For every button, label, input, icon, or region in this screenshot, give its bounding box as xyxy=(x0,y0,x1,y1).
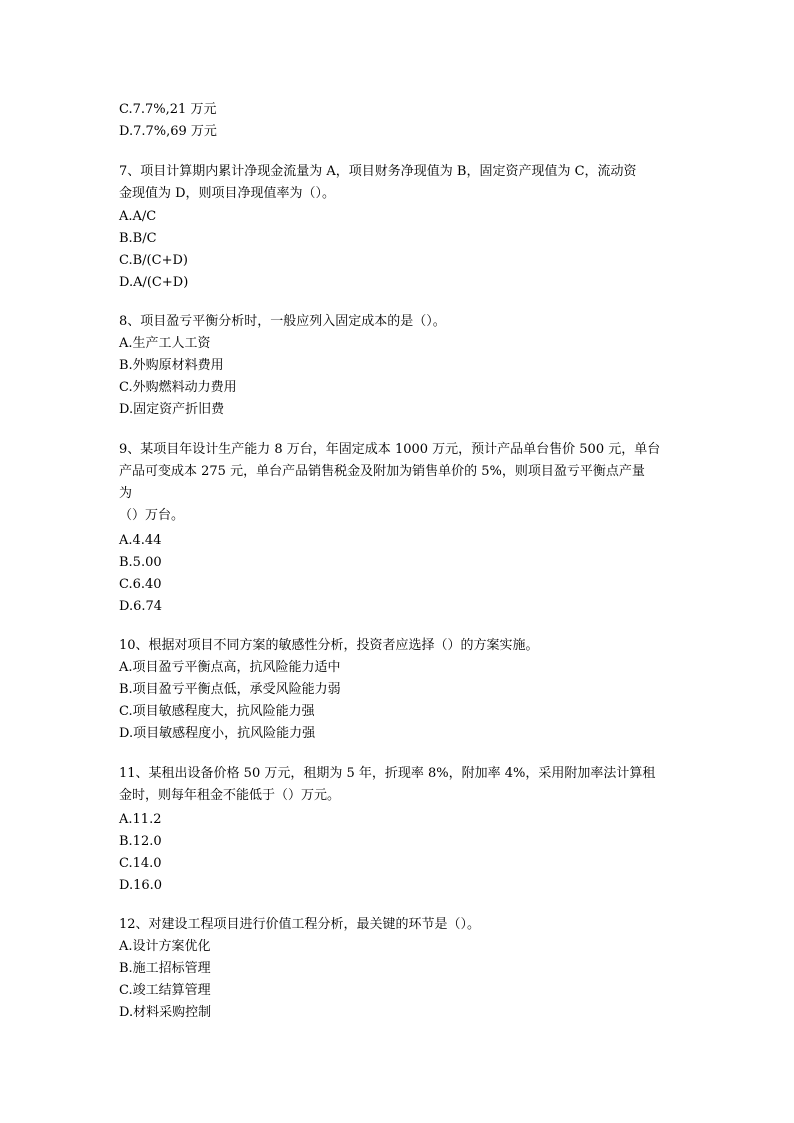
option-text: C.竣工结算管理 xyxy=(119,983,211,998)
option-text: D.7.7%,69 万元 xyxy=(119,124,217,139)
question-stem: 10、根据对项目不同方案的敏感性分析，投资者应选择（）的方案实施。 xyxy=(119,638,539,653)
option-text: B.外购原材料费用 xyxy=(119,358,224,373)
option-text: D.项目敏感程度小，抗风险能力强 xyxy=(119,726,316,741)
question-stem: （）万台。 xyxy=(119,508,185,523)
option-text: B.项目盈亏平衡点低，承受风险能力弱 xyxy=(119,682,341,697)
option-text: C.B/(C+D) xyxy=(119,253,188,268)
question-stem: 11、某租出设备价格 50 万元，租期为 5 年，折现率 8%，附加率 4%，采用附加率法计算租 xyxy=(119,766,656,781)
question-stem: 9、某项目年设计生产能力 8 万台，年固定成本 1000 万元，预计产品单台售价 500 元，单台 xyxy=(119,442,661,457)
option-text: D.材料采购控制 xyxy=(119,1005,212,1020)
option-text: C.7.7%,21 万元 xyxy=(119,102,217,117)
option-text: A.11.2 xyxy=(119,812,162,827)
option-text: C.14.0 xyxy=(119,856,162,871)
question-stem: 8、项目盈亏平衡分析时，一般应列入固定成本的是（）。 xyxy=(119,314,446,329)
question-stem: 金现值为 D，则项目净现值率为（）。 xyxy=(119,186,336,201)
question-stem: 7、项目计算期内累计净现金流量为 A，项目财务净现值为 B，固定资产现值为 C，流动资 xyxy=(119,164,637,179)
option-text: D.固定资产折旧费 xyxy=(119,402,225,417)
option-text: D.6.74 xyxy=(119,599,163,614)
option-text: A.项目盈亏平衡点高，抗风险能力适中 xyxy=(119,660,341,675)
option-text: A.设计方案优化 xyxy=(119,939,211,954)
question-stem: 为 xyxy=(119,486,133,501)
option-text: C.6.40 xyxy=(119,577,162,592)
question-stem: 金时，则每年租金不能低于（）万元。 xyxy=(119,788,341,803)
option-text: C.项目敏感程度大，抗风险能力强 xyxy=(119,704,315,719)
option-text: B.B/C xyxy=(119,231,157,246)
option-text: A.生产工人工资 xyxy=(119,336,211,351)
option-text: C.外购燃料动力费用 xyxy=(119,380,237,395)
option-text: B.12.0 xyxy=(119,834,162,849)
option-text: A.A/C xyxy=(119,209,157,224)
option-text: D.A/(C+D) xyxy=(119,275,189,290)
option-text: A.4.44 xyxy=(119,533,162,548)
question-stem: 12、对建设工程项目进行价值工程分析，最关键的环节是（）。 xyxy=(119,917,481,932)
option-text: B.施工招标管理 xyxy=(119,961,211,976)
option-text: B.5.00 xyxy=(119,555,162,570)
option-text: D.16.0 xyxy=(119,878,163,893)
question-stem: 产品可变成本 275 元，单台产品销售税金及附加为销售单价的 5%，则项目盈亏平衡点产量 xyxy=(119,464,645,479)
